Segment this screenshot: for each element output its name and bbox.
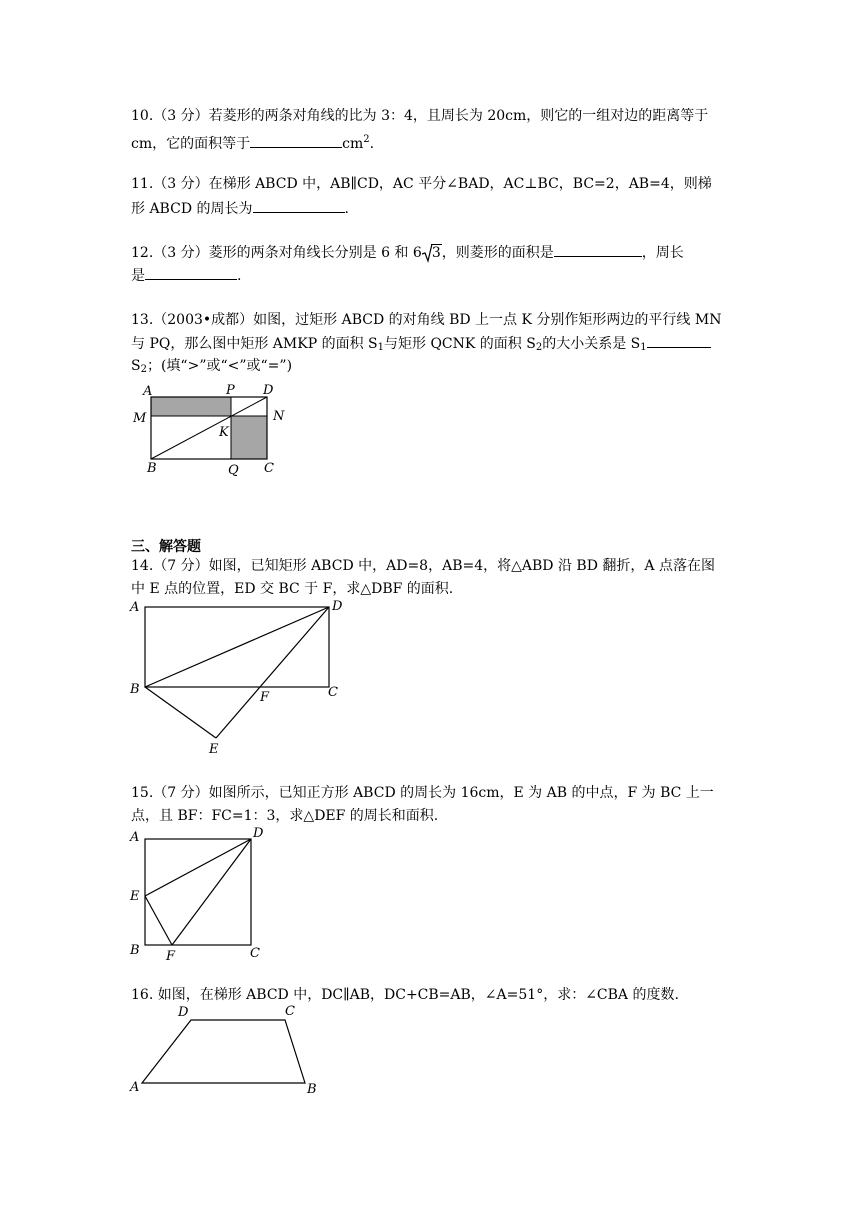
label-c: C <box>264 461 274 476</box>
label-a: A <box>130 1080 140 1095</box>
q15-line2: 点，且 BF：FC=1：3，求△DEF 的周长和面积. <box>131 808 439 824</box>
q14-line1: 14.（7 分）如图，已知矩形 ABCD 中，AD=8，AB=4，将△ABD 沿 BD 翻折，A 点落在图 <box>131 558 715 574</box>
label-b: B <box>130 943 140 958</box>
q11-line2: 形 ABCD 的周长为 . <box>131 198 349 219</box>
label-q: Q <box>228 463 239 478</box>
q16-line1: 16. 如图，在梯形 ABCD 中，DC∥AB，DC+CB=AB，∠A=51°，求：∠CBA 的度数. <box>131 987 679 1003</box>
label-a: A <box>130 600 140 615</box>
shaded-rect-qcnk <box>231 416 267 459</box>
label-e: E <box>130 889 140 904</box>
q11-line1: 11.（3 分）在梯形 ABCD 中，AB∥CD，AC 平分∠BAD，AC⊥BC，BC=2，AB=4，则梯 <box>131 176 712 192</box>
label-c: C <box>250 946 260 961</box>
trapezoid-abcd <box>142 1020 305 1083</box>
answer-blank[interactable] <box>145 265 237 280</box>
answer-blank[interactable] <box>647 333 711 348</box>
radical-expression: 6 3 <box>412 245 441 261</box>
label-b: B <box>307 1082 317 1097</box>
answer-blank[interactable] <box>250 133 342 148</box>
segment-ef <box>145 896 172 945</box>
q13-figure <box>130 380 290 480</box>
square-abcd <box>145 839 251 945</box>
label-c: C <box>285 1004 295 1019</box>
q13-line1: 13.（2003•成都）如图，过矩形 ABCD 的对角线 BD 上一点 K 分别作矩形两边的平行线 MN <box>131 312 722 328</box>
label-d: D <box>253 826 264 841</box>
segment-ed <box>145 839 251 896</box>
q14-figure <box>128 598 348 758</box>
label-b: B <box>130 682 140 697</box>
answer-blank[interactable] <box>554 242 642 257</box>
answer-blank[interactable] <box>253 198 345 213</box>
segment-be <box>145 687 216 738</box>
label-d: D <box>178 1005 189 1020</box>
q12-line2: 是 . <box>131 265 241 286</box>
q10-line1: 10.（3 分）若菱形的两条对角线的比为 3：4，且周长为 20cm，则它的一组对边的距离等于 <box>131 108 709 124</box>
label-c: C <box>328 685 338 700</box>
q10-line2: cm，它的面积等于 $cm^2$. <box>131 134 375 152</box>
section-title: 三、解答题 <box>131 539 201 555</box>
q15-line1: 15.（7 分）如图所示，已知正方形 ABCD 的周长为 16cm，E 为 AB 的中点，F 为 BC 上一 <box>131 785 714 801</box>
segment-fd <box>172 839 251 945</box>
q15-figure <box>128 824 278 964</box>
label-f: F <box>166 949 176 964</box>
label-d: D <box>332 599 343 614</box>
label-f: F <box>260 690 270 705</box>
label-a: A <box>143 384 153 399</box>
label-d: D <box>263 383 274 398</box>
label-b: B <box>147 461 157 476</box>
label-e: E <box>209 742 219 757</box>
shaded-rect-amkp <box>151 397 231 416</box>
radical-sign-icon <box>422 244 432 262</box>
q13-line2: 与 PQ，那么图中矩形 AMKP 的面积 $S_1$与矩形 QCNK 的面积 $S_2$的大小关系是 $S_1$ <box>131 333 711 358</box>
label-a: A <box>130 830 140 845</box>
diagonal-bd <box>145 607 329 687</box>
label-n: N <box>273 409 285 424</box>
q12-line1: 12.（3 分）菱形的两条对角线长分别是 6 和 6 3，则菱形的面积是 ，周长 <box>131 242 684 263</box>
label-p: P <box>226 383 235 398</box>
q13-line3: $S_2$；(填“>”或“<”或“=”) <box>131 358 293 375</box>
segment-ed <box>216 607 329 738</box>
label-k: K <box>219 425 229 440</box>
label-m: M <box>133 411 147 426</box>
q14-line2: 中 E 点的位置，ED 交 BC 于 F，求△DBF 的面积. <box>131 581 454 597</box>
q16-figure <box>128 1002 328 1102</box>
